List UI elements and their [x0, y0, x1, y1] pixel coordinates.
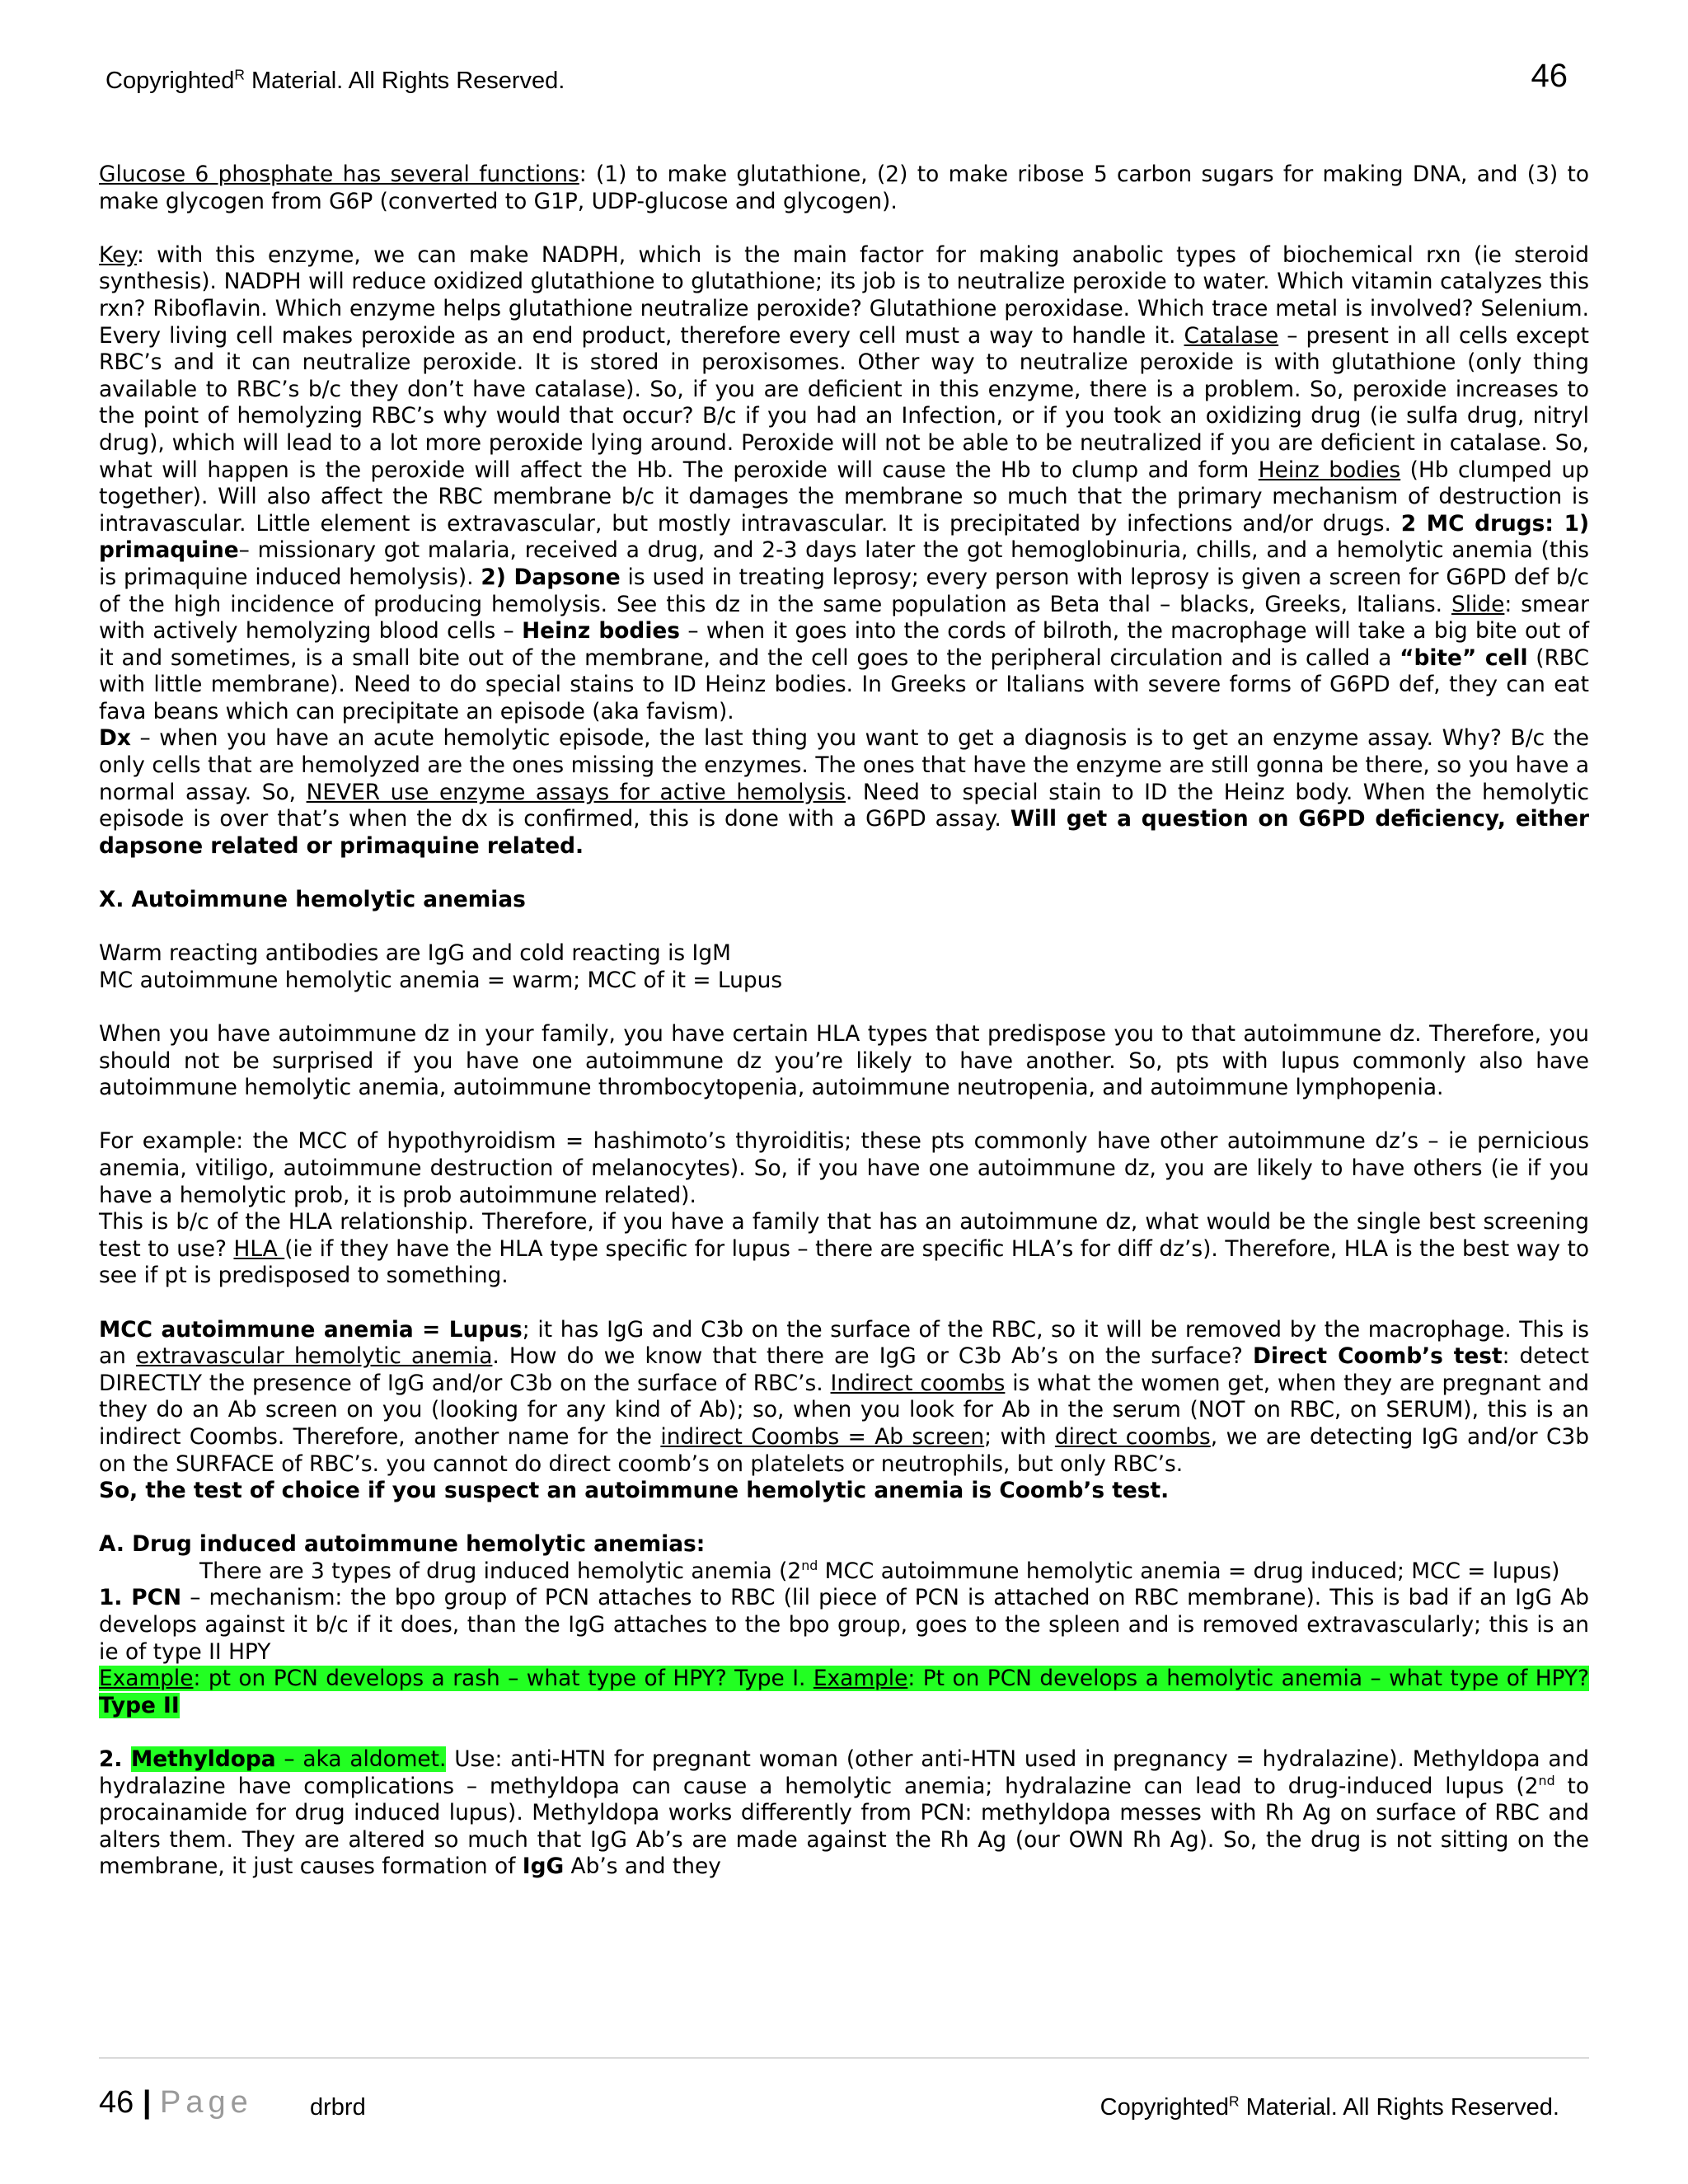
- footer-divider: [99, 2057, 1589, 2059]
- section-x-heading: X. Autoimmune hemolytic anemias: [99, 887, 526, 913]
- hla-relationship-paragraph: This is b/c of the HLA relationship. Therefore, if you have a family that has an autoimmune dz, what would be the single best screening test to use? HLA (ie if they have the HLA type specific for lupus – there are specific HLA’s for diff dz’s). Therefore, HLA is the best way to see if pt is predisposed to something.: [99, 1209, 1589, 1289]
- section-a-heading: A. Drug induced autoimmune hemolytic anemias:: [99, 1531, 706, 1558]
- example-paragraph: For example: the MCC of hypothyroidism = hashimoto’s thyroiditis; these pts commonly have other autoimmune dz’s – ie pernicious anemia, vitiligo, autoimmune destruction of melanocytes). So, if you have one autoimmune dz, you are likely to have others (ie if you have a hemolytic prob, it is prob autoimmune related).: [99, 1128, 1589, 1208]
- g6pd-dx-paragraph: Dx – when you have an acute hemolytic episode, the last thing you want to get a diagnosis is to get an enzyme assay. Why? B/c the only cells that are hemolyzed are the ones missing the enzymes. The ones that have the enzyme are still gonna be there, so you have a normal assay. So, NEVER use enzyme assays for active hemolysis. Need to special stain to ID the Heinz body. When the hemolytic episode is over that’s when the dx is confirmed, this is done with a G6PD assay. Will get a question on G6PD deficiency, either dapsone related or primaquine related.: [99, 725, 1589, 859]
- g6pd-functions-paragraph: Glucose 6 phosphate has several functions: (1) to make glutathione, (2) to make ribose 5 carbon sugars for making DNA, and (3) to make glycogen from G6P (converted to G1P, UDP-glucose and glycogen).: [99, 162, 1589, 214]
- footer-author: drbrd: [310, 2094, 366, 2121]
- footer-page-number: 46 | Page: [99, 2085, 253, 2120]
- mcc-lupus-paragraph: MCC autoimmune anemia = Lupus; it has IgG and C3b on the surface of the RBC, so it will be removed by the macrophage. This is an extravascular hemolytic anemia. How do we know that there are IgG or C3b Ab’s on the surface? Direct Coomb’s test: detect DIRECTLY the presence of IgG and/or C3b on the surface of RBC’s. Indirect coombs is what the women get, when they are pregnant and they do an Ab screen on you (looking for any kind of Ab); so, when you look for Ab in the serum (NOT on RBC, on SERUM), this is an indirect Coombs. Therefore, another name for the indirect Coombs = Ab screen; with direct coombs, we are detecting IgG and/or C3b on the SURFACE of RBC’s. you cannot do direct coomb’s on platelets or neutrophils, but only RBC’s.: [99, 1316, 1589, 1477]
- header-page-number: 46: [1531, 58, 1568, 94]
- section-a-intro: There are 3 types of drug induced hemolytic anemia (2nd MCC autoimmune hemolytic anemia = drug induced; MCC = lupus): [199, 1558, 1560, 1584]
- section-x-line2: MC autoimmune hemolytic anemia = warm; MCC of it = Lupus: [99, 967, 783, 993]
- pcn-example-highlight: Example: pt on PCN develops a rash – what type of HPY? Type I. Example: Pt on PCN develops a hemolytic anemia – what type of HPY? Type II: [99, 1666, 1590, 1718]
- coombs-conclusion: So, the test of choice if you suspect an autoimmune hemolytic anemia is Coomb’s test.: [99, 1478, 1170, 1504]
- pcn-paragraph: 1. PCN – mechanism: the bpo group of PCN attaches to RBC (lil piece of PCN is attached on RBC membrane). This is bad if an IgG Ab develops against it b/c if it does, than the IgG attaches to the bpo group, goes to the spleen and is removed extravascularly; this is an ie of type II HPY: [99, 1585, 1590, 1665]
- page-content: [99, 162, 1589, 1881]
- hla-paragraph: When you have autoimmune dz in your family, you have certain HLA types that predispose you to that autoimmune dz. Therefore, you should not be surprised if you have one autoimmune dz you’re likely to have another. So, pts with lupus commonly also have autoimmune hemolytic anemia, autoimmune thrombocytopenia, autoimmune neutropenia, and autoimmune lymphopenia.: [99, 1021, 1589, 1101]
- footer-copyright: Copyrighted$^R$ Material. All Rights Reserved.: [1100, 2093, 1559, 2121]
- g6pd-key-paragraph: Key: with this enzyme, we can make NADPH, which is the main factor for making anabolic types of biochemical rxn (ie steroid synthesis). NADPH will reduce oxidized glutathione to glutathione; its job is to neutralize peroxide to water. Which vitamin catalyzes this rxn? Riboflavin. Which enzyme helps glutathione neutralize peroxide? Glutathione peroxidase. Which trace metal is involved? Selenium. Every living cell makes peroxide as an end product, therefore every cell must a way to handle it. Catalase – present in all cells except RBC’s and it can neutralize peroxide. It is stored in peroxisomes. Other way to neutralize peroxide is with glutathione (only thing available to RBC’s b/c they don’t have catalase). So, if you are deficient in this enzyme, there is a problem. So, peroxide increases to the point of hemolyzing RBC’s why would that occur? B/c if you had an Infection, or if you took an oxidizing drug (ie sulfa drug, nitryl drug), which will lead to a lot more peroxide lying around. Peroxide will not be able to be neutralized if you are deficient in catalase. So, what will happen is the peroxide will affect the Hb. The peroxide will cause the Hb to clump and form Heinz bodies (Hb clumped up together). Will also affect the RBC membrane b/c it damages the membrane so much that the primary mechanism of destruction is intravascular. Little element is extravascular, but mostly intravascular. It is precipitated by infections and/or drugs. 2 MC drugs: 1) primaquine– missionary got malaria, received a drug, and 2-3 days later the got hemoglobinuria, chills, and a hemolytic anemia (this is primaquine induced hemolysis). 2) Dapsone is used in treating leprosy; every person with leprosy is given a screen for G6PD def b/c of the high incidence of producing hemolysis. See this dz in the same population as Beta thal – blacks, Greeks, Italians. Slide: smear with actively hemolyzing blood cells – Heinz bodies – when it goes into the cords of bilroth, the macrophage will take a big bite out of it and sometimes, is a small bite out of the membrane, and the cell goes to the peripheral circulation and is called a “bite” cell (RBC with little membrane). Need to do special stains to ID Heinz bodies. In Greeks or Italians with severe forms of G6PD def, they can eat fava beans which can precipitate an episode (aka favism).: [99, 241, 1590, 724]
- methyldopa-paragraph: 2. Methyldopa – aka aldomet. Use: anti-HTN for pregnant woman (other anti-HTN used in pregnancy = hydralazine). Methyldopa and hydralazine have complications – methyldopa can cause a hemolytic anemia; hydralazine can lead to drug-induced lupus (2nd to procainamide for drug induced lupus). Methyldopa works differently from PCN: methyldopa messes with Rh Ag on surface of RBC and alters them. They are altered so much that IgG Ab’s are made against the Rh Ag (our OWN Rh Ag). So, the drug is not sitting on the membrane, it just causes formation of IgG Ab’s and they: [99, 1746, 1590, 1880]
- section-x-line1: Warm reacting antibodies are IgG and cold reacting is IgM: [99, 940, 731, 967]
- header-copyright: Copyrighted$^R$ Material. All Rights Reserved.: [106, 66, 565, 94]
